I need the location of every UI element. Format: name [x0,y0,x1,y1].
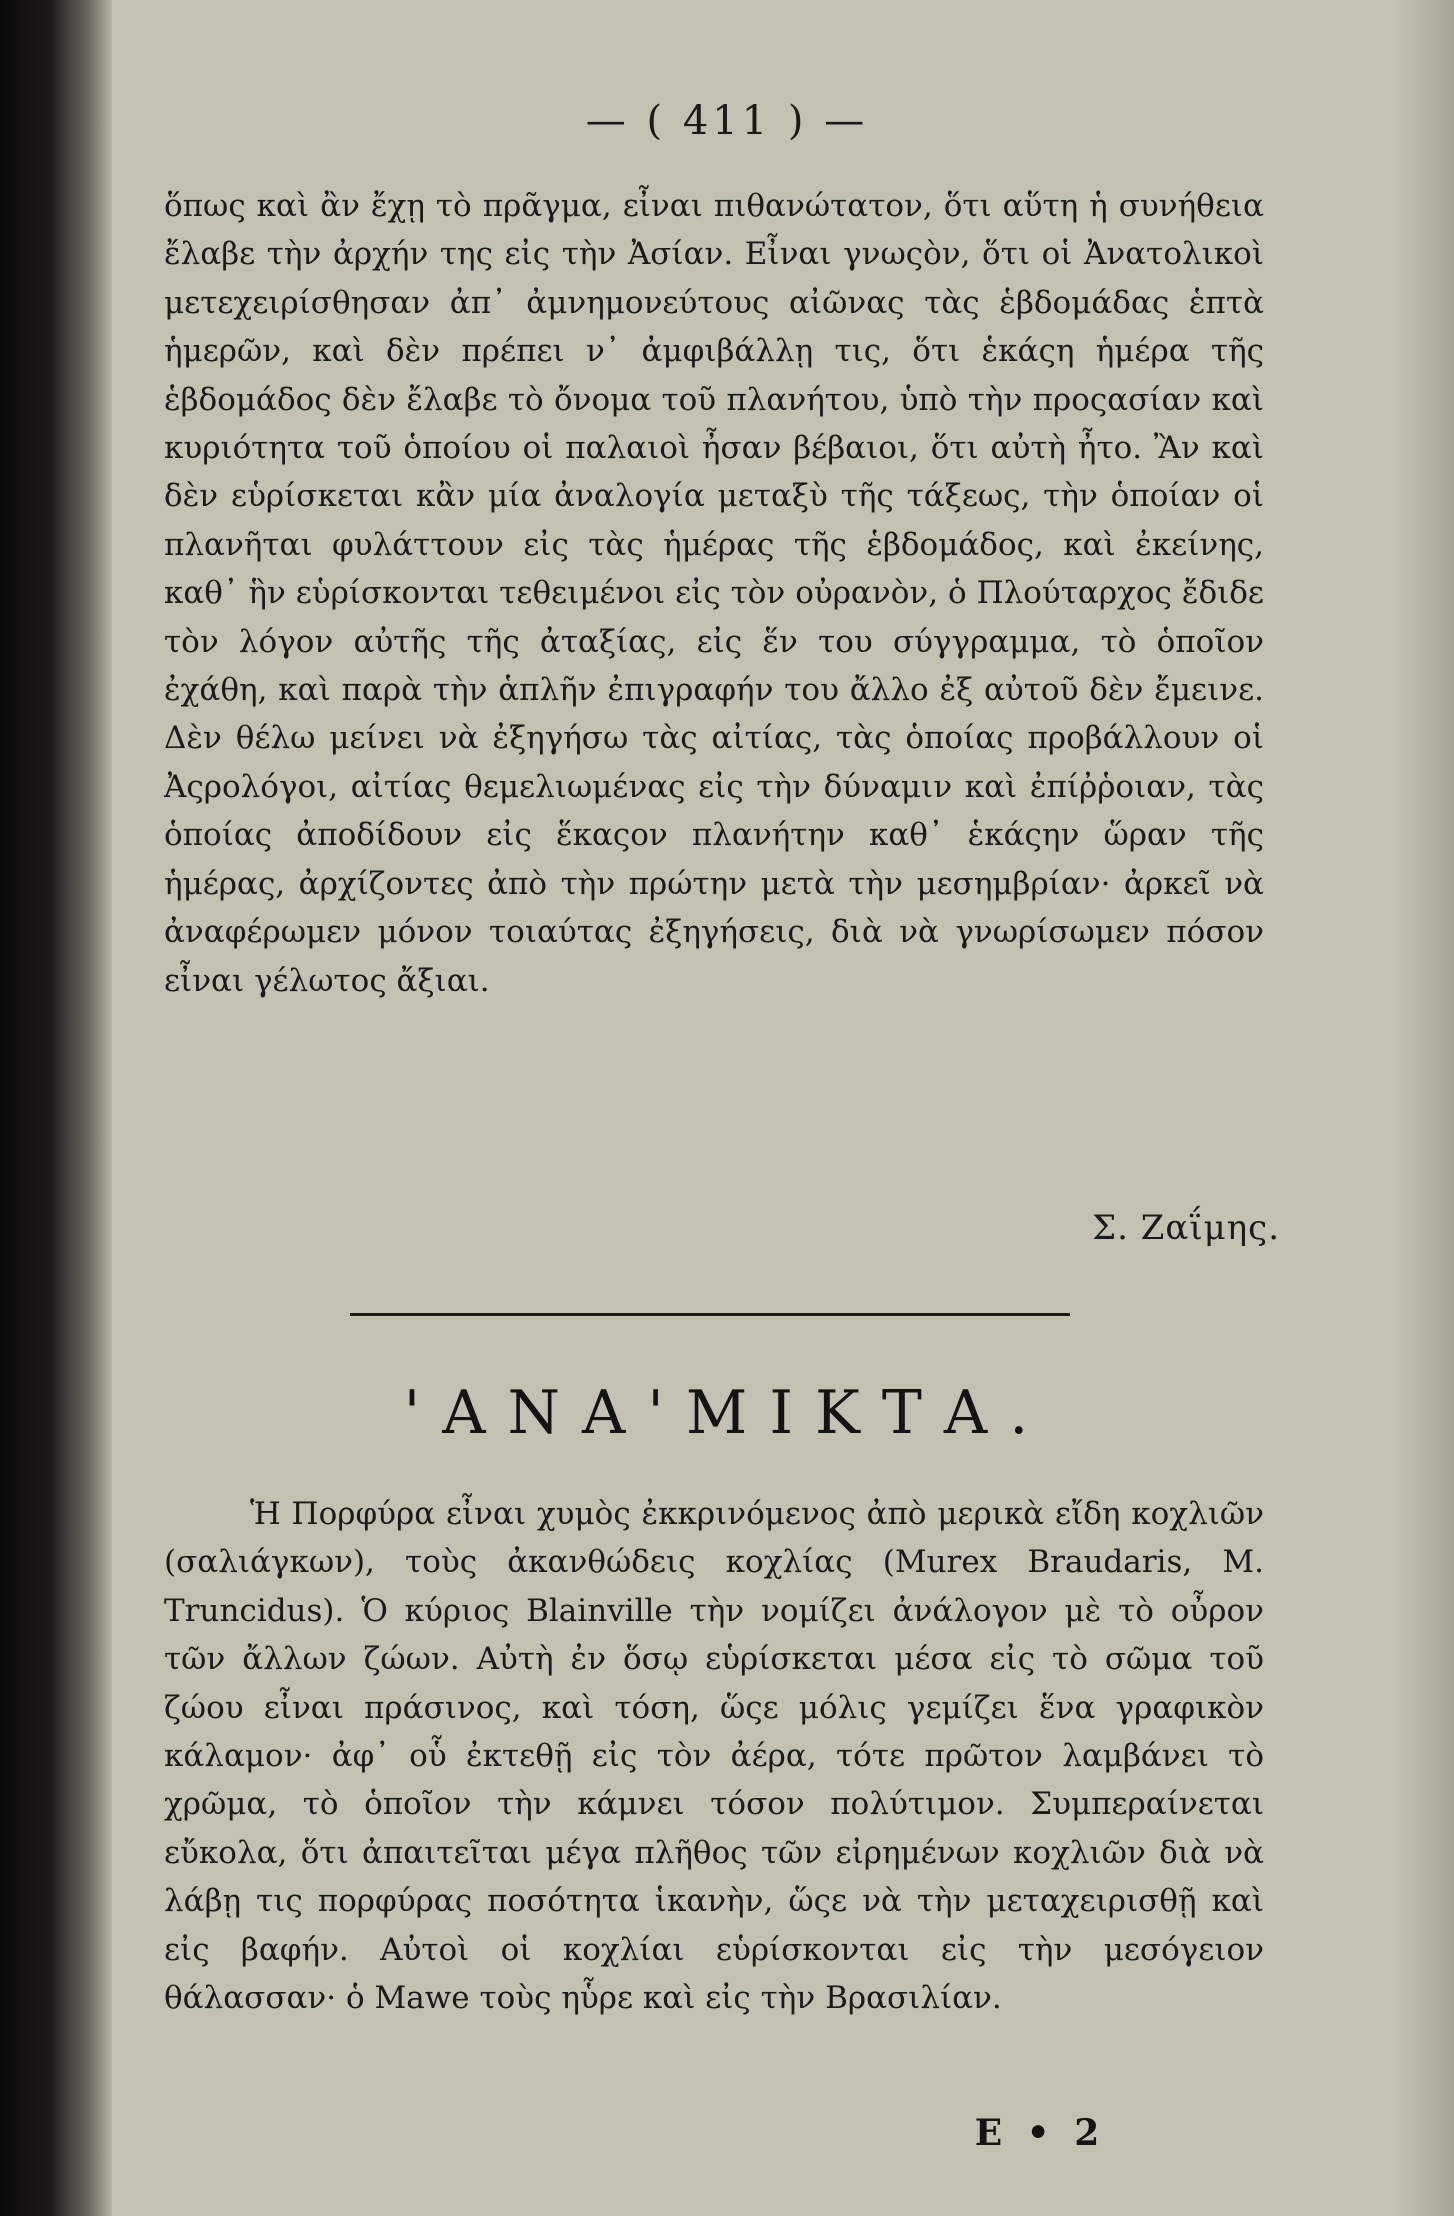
section-divider [350,1313,1070,1316]
page-number-header: — ( 411 ) — [585,98,869,144]
article-paragraph: ὅπως καὶ ἂν ἔχῃ τὸ πρᾶγμα, εἶναι πιθανώτατον, ὅτι αὕτη ἡ συνήθεια ἔλαβε τὴν ἀρχήν της εἰς τὴν Ἀσίαν. Εἶναι γνωςὸν, ὅτι οἱ Ἀνατολικοὶ μετεχειρίσθησαν ἀπ᾿ ἀμνημονεύτους αἰῶνας τὰς ἑβδομάδας ἑπτὰ ἡμερῶν, καὶ δὲν πρέπει ν᾿ ἀμφιβάλλῃ τις, ὅτι ἑκάςη ἡμέρα τῆς ἑβδομάδος δὲν ἔλαβε τὸ ὄνομα τοῦ πλανήτου, ὑπὸ τὴν προςασίαν καὶ κυριότητα τοῦ ὁποίου οἱ παλαιοὶ ἦσαν βέβαιοι, ὅτι αὐτὴ ἦτο. Ἂν καὶ δὲν εὑρίσκεται κἂν μία ἀναλογία μεταξὺ τῆς τάξεως, τὴν ὁποίαν οἱ πλανῆται φυλάττουν εἰς τὰς ἡμέρας τῆς ἑβδομάδος, καὶ ἐκείνης, καθ᾿ ἣν εὑρίσκονται τεθειμένοι εἰς τὸν οὐρανὸν, ὁ Πλούταρχος ἔδιδε τὸν λόγον αὐτῆς τῆς ἀταξίας, εἰς ἕν του σύγγραμμα, τὸ ὁποῖον ἐχάθη, καὶ παρὰ τὴν ἁπλῆν ἐπιγραφήν του ἄλλο ἐξ αὐτοῦ δὲν ἔμεινε. Δὲν θέλω μείνει νὰ ἐξηγήσω τὰς αἰτίας, τὰς ὁποίας προβάλλουν οἱ Ἀςρολόγοι, αἰτίας θεμελιωμένας εἰς τὴν δύναμιν καὶ ἐπίῤῥοιαν, τὰς ὁποίας ἀποδίδουν εἰς ἕκαςον πλανήτην καθ᾿ ἑκάςην ὥραν τῆς ἡμέρας, ἀρχίζοντες ἀπὸ τὴν πρώτην μετὰ τὴν μεσημβρίαν· ἀρκεῖ νὰ ἀναφέρωμεν μόνον τοιαύτας ἐξηγήσεις, διὰ νὰ γνωρίσωμεν πόσον εἶναι γέλωτος ἄξιαι. [164,188,1264,999]
page-edge-shadow [1394,0,1454,2216]
book-spine-shadow [0,0,112,2216]
section-paragraph: Ἡ Πορφύρα εἶναι χυμὸς ἐκκρινόμενος ἀπὸ μερικὰ εἴδη κοχλιῶν (σαλιάγκων), τοὺς ἀκανθώδεις κοχλίας (Murex Braudaris, M. Truncidus). Ὁ κύριος Blainville τὴν νομίζει ἀνάλογον μὲ τὸ οὖρον τῶν ἄλλων ζώων. Αὐτὴ ἐν ὅσῳ εὑρίσκεται μέσα εἰς τὸ σῶμα τοῦ ζώου εἶναι πράσινος, καὶ τόση, ὥςε μόλις γεμίζει ἕνα γραφικὸν κάλαμον· ἀφ᾿ οὗ ἐκτεθῇ εἰς τὸν ἀέρα, τότε πρῶτον λαμβάνει τὸ χρῶμα, τὸ ὁποῖον τὴν κάμνει τόσον πολύτιμον. Συμπεραίνεται εὔκολα, ὅτι ἀπαιτεῖται μέγα πλῆθος τῶν εἰρημένων κοχλιῶν διὰ νὰ λάβῃ τις πορφύρας ποσότητα ἱκανὴν, ὥςε νὰ τὴν μεταχειρισθῇ καὶ εἰς βαφήν. Αὐτοὶ οἱ κοχλίαι εὑρίσκονται εἰς τὴν μεσόγειον θάλασσαν· ὁ Mawe τοὺς ηὗρε καὶ εἰς τὴν Βρασιλίαν. [164,1496,1264,2017]
author-signature: Σ. Ζαΐμης. [1092,1208,1280,1248]
section-body [164,1490,1264,2022]
printer-signature-mark: E • 2 [974,2112,1106,2154]
article-body [164,182,1264,1005]
section-title: 'ΑΝΑ'ΜΙΚΤΑ. [403,1378,1051,1448]
